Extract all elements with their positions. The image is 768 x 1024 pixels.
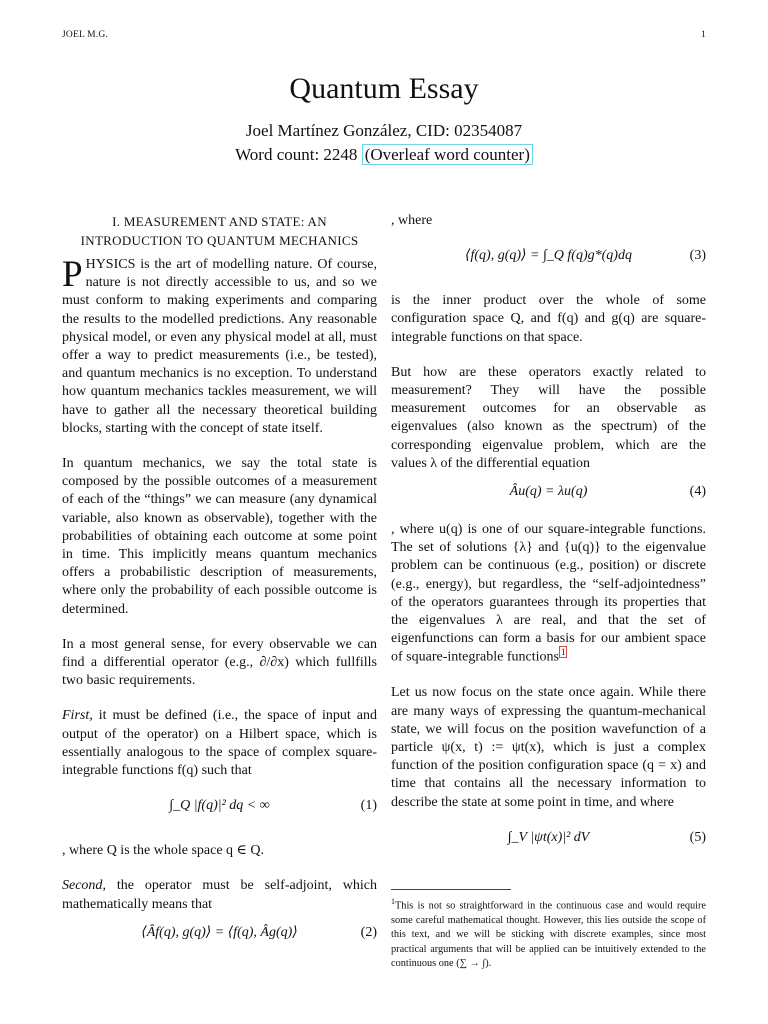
paragraph-inner-product: is the inner product over the whole of some configuration space Q, and f(q) and g(q) are square-integrable functions on that space.	[391, 293, 706, 345]
equation-4-body: Âu(q) = λu(q)	[509, 484, 588, 500]
eigenfunctions-text: , where u(q) is one of our square-integrable functions. The set of solutions {λ} and {u(q)} to the eigenvalue problem can be continuous (e.g., position) or discrete (e.g., energy), but regardless, the “self-adjointedness” of the operators guarantees through its properties that the eigenvalues λ are real, and that the set of eigenfunctions can form a basis for our ambient space of square-integrable functions	[391, 522, 706, 666]
paragraph-first	[62, 707, 377, 780]
author-line: Joel Martínez González, CID: 02354087	[245, 121, 523, 140]
paragraph-state: In quantum mechanics, we say the total state is composed by the possible outcomes of a measurement of each of the “things” we can measure (any dynamical variable, also known as observable), together with the probabilities of obtaining each outcome at some point in time. This implicitly means quantum mechanics offers a probabilistic description of measurements, where only the probability of each possible outcome is determined.	[62, 456, 377, 617]
right-column	[391, 212, 706, 874]
section-heading	[62, 212, 377, 250]
equation-5-body: ∫_V |ψt(x)|² dV	[507, 829, 590, 845]
paragraph-whole-space: , where Q is the whole space q ∈ Q.	[62, 843, 265, 859]
section-title-line2: INTRODUCTION TO QUANTUM MECHANICS	[80, 233, 359, 248]
paragraph-intro-text: HYSICS is the art of modelling nature. Of course, nature is not directly accessible to us, and so we must conform to making experiments and comparing the results to the modelled predictions. Any reasonable physical model, or even any physical model at all, must offer a way to predict measurements (i.e., be tested), and quantum mechanics is no exception. To understand how quantum mechanics tackles measurement, we will have to gather all the necessary theoretical building blocks, starting with the concept of state itself.	[62, 257, 377, 436]
paragraph-second	[62, 877, 377, 913]
equation-2-body: ⟨Âf(q), g(q)⟩ = ⟨f(q), Âg(q)⟩	[141, 924, 298, 940]
equation-2-number: (2)	[360, 924, 377, 940]
paragraph-wavefunction: Let us now focus on the state once again. While there are many ways of expressing the quantum-mechanical state, we will focus on the position wavefunction of a particle ψ(x, t) := ψt(x), which is just a complex function of the position configuration space (q = x) and time that contains all the necessary information to describe the state at some point in time, and where	[391, 685, 706, 810]
equation-2	[62, 918, 377, 948]
footnote-link[interactable]: 1	[560, 647, 566, 658]
equation-4-number: (4)	[689, 484, 706, 500]
footnote-text: This is not so straightforward in the continuous case and would require some careful mathematical thought. However, this lies outside the scope of this text, and we will be sticking with discrete examples, since most practical arguments that will be applied can be intuitively extended to the continuous one (∑ → ∫).	[391, 900, 706, 970]
second-text: , the operator must be self-adjoint, which mathematically means that	[62, 878, 377, 912]
first-label: First	[62, 708, 90, 724]
section-title-line1: MEASUREMENT AND STATE: AN	[123, 214, 327, 229]
first-text: , it must be defined (i.e., the space of input and output of the operator) on a Hilbert space, which is essentially analogous to the space of complex square-integrable functions f(q) such that	[62, 708, 377, 779]
equation-1-body: ∫_Q |f(q)|² dq < ∞	[169, 798, 270, 814]
footnote-rule	[391, 889, 511, 890]
second-label: Second	[62, 878, 103, 894]
left-column	[62, 212, 377, 962]
equation-3-number: (3)	[689, 248, 706, 264]
equation-5-number: (5)	[689, 829, 706, 845]
paragraph-where: , where	[391, 213, 433, 228]
paragraph-intro	[62, 256, 377, 438]
word-count-label: Word count: 2248	[235, 145, 358, 164]
page-number: 1	[701, 30, 706, 40]
section-number: I.	[112, 214, 121, 229]
equation-3-body: ⟨f(q), g(q)⟩ = ∫_Q f(q)g*(q)dq	[465, 248, 632, 264]
footnote-mark: 1	[391, 897, 395, 906]
equation-1	[62, 784, 377, 828]
footnote	[391, 895, 706, 972]
header-author: JOEL M.G.	[62, 30, 109, 40]
word-counter-link[interactable]: (Overleaf word counter)	[362, 144, 533, 165]
word-count-line	[0, 145, 768, 165]
paragraph-operator: In a most general sense, for every observable we can find a differential operator (e.g., ∂/∂x) which fullfills two basic requirements.	[62, 636, 377, 689]
paragraph-measurement: But how are these operators exactly related to measurement? They will have the possible measurement outcomes for an observable as eigenvalues (also known as the spectrum) of the corresponding eigenvalue problem, which are the values λ of the differential equation	[391, 364, 706, 471]
paragraph-eigenfunctions	[391, 521, 706, 667]
equation-1-number: (1)	[360, 798, 377, 814]
equation-3	[391, 234, 706, 278]
equation-4	[391, 477, 706, 507]
equation-5	[391, 816, 706, 860]
dropcap: P	[62, 254, 83, 295]
paper-title: Quantum Essay	[289, 72, 479, 105]
